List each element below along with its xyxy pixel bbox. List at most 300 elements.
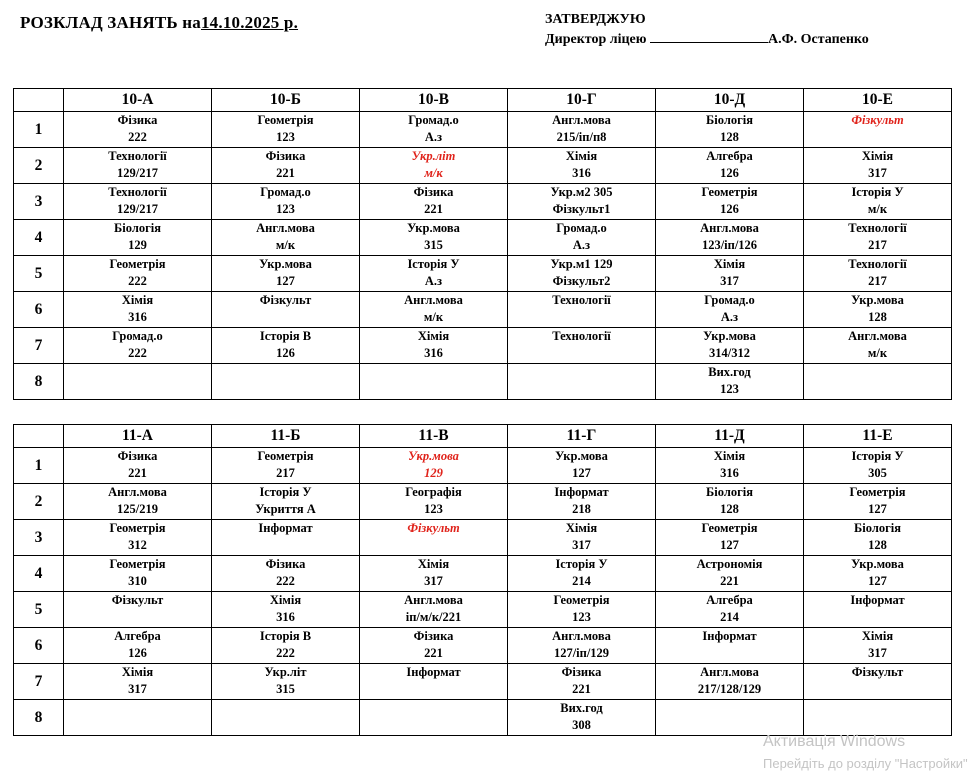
room-number: 316 <box>572 166 591 180</box>
subject-name: Історія У <box>851 185 904 199</box>
lesson-cell <box>360 328 508 364</box>
lesson-row <box>14 112 952 148</box>
subject-name: Геометрія <box>701 185 758 199</box>
subject-name: Хімія <box>861 149 894 163</box>
lesson-row <box>14 220 952 256</box>
lesson-number: 4 <box>14 556 64 592</box>
room-number: 221 <box>720 574 739 588</box>
lesson-cell <box>64 220 212 256</box>
room-number: 217 <box>868 238 887 252</box>
room-number: 125/219 <box>117 502 158 516</box>
lesson-cell <box>508 364 656 400</box>
room-number: А.з <box>572 238 591 252</box>
lesson-cell <box>656 292 804 328</box>
lesson-row <box>14 484 952 520</box>
room-number: 312 <box>128 538 147 552</box>
lesson-cell <box>212 328 360 364</box>
lesson-number: 1 <box>14 448 64 484</box>
room-number: 222 <box>276 574 295 588</box>
subject-name: Фізкульт <box>851 113 904 127</box>
lesson-cell <box>804 148 952 184</box>
lesson-cell <box>508 520 656 556</box>
room-number: 128 <box>868 310 887 324</box>
subject-name: Фізкульт <box>407 521 460 535</box>
subject-name: Алгебра <box>706 593 753 607</box>
lesson-cell <box>360 520 508 556</box>
lesson-cell <box>360 184 508 220</box>
subject-name: Укр.мова <box>851 293 904 307</box>
header-row <box>14 89 952 112</box>
lesson-cell <box>360 556 508 592</box>
lesson-cell <box>64 520 212 556</box>
room-number: 214 <box>720 610 739 624</box>
lesson-cell <box>656 148 804 184</box>
subject-name: Геометрія <box>109 257 166 271</box>
room-number: 127 <box>276 274 295 288</box>
class-header: 11-А <box>64 425 212 448</box>
subject-name: Геометрія <box>257 449 314 463</box>
lesson-cell <box>64 184 212 220</box>
signature-blank <box>650 31 768 43</box>
subject-name: Хімія <box>417 557 450 571</box>
subject-name: Фізика <box>117 449 158 463</box>
lesson-cell <box>656 364 804 400</box>
room-number: 123 <box>572 610 591 624</box>
room-number: А.з <box>424 274 443 288</box>
class-header: 10-Б <box>212 89 360 112</box>
room-number: 129 <box>424 466 443 480</box>
lesson-cell <box>656 328 804 364</box>
lesson-cell <box>360 448 508 484</box>
lesson-cell <box>212 256 360 292</box>
subject-name: Хімія <box>565 521 598 535</box>
lesson-number: 1 <box>14 112 64 148</box>
lesson-row <box>14 148 952 184</box>
lesson-cell <box>212 112 360 148</box>
room-number: 217/128/129 <box>697 682 762 696</box>
lesson-cell <box>804 364 952 400</box>
subject-name: Технології <box>848 257 907 271</box>
lesson-number: 3 <box>14 184 64 220</box>
subject-name: Геометрія <box>849 485 906 499</box>
lesson-cell <box>508 700 656 736</box>
room-number: 217 <box>868 274 887 288</box>
lesson-cell <box>804 556 952 592</box>
room-number: м/к <box>867 346 888 360</box>
lesson-cell <box>360 112 508 148</box>
class-header: 10-Е <box>804 89 952 112</box>
subject-name: Англ.мова <box>700 221 759 235</box>
subject-name: Хімія <box>121 665 154 679</box>
room-number: 123 <box>720 382 739 396</box>
subject-name: Історія В <box>259 329 312 343</box>
lesson-row <box>14 292 952 328</box>
subject-name: Геометрія <box>553 593 610 607</box>
lesson-number: 7 <box>14 328 64 364</box>
lesson-number: 2 <box>14 148 64 184</box>
subject-name: Фізика <box>265 557 306 571</box>
subject-name: Укр.мова <box>408 449 459 463</box>
subject-name: Укр.м2 305 <box>550 185 613 199</box>
approval-director-label: Директор ліцею <box>545 32 650 47</box>
class-header: 11-Б <box>212 425 360 448</box>
room-number: 126 <box>720 202 739 216</box>
subject-name: Біологія <box>854 521 901 535</box>
lesson-cell <box>656 520 804 556</box>
class-header: 11-Е <box>804 425 952 448</box>
room-number: 129/217 <box>117 166 158 180</box>
room-number: 127 <box>868 574 887 588</box>
room-number: 222 <box>128 346 147 360</box>
subject-name: Астрономія <box>696 557 763 571</box>
schedule-table-grade-10 <box>13 88 952 400</box>
subject-name: Фізика <box>117 113 158 127</box>
room-number: 317 <box>128 682 147 696</box>
lesson-cell <box>804 220 952 256</box>
subject-name: Історія У <box>555 557 608 571</box>
subject-name: Інформат <box>554 485 609 499</box>
room-number: м/к <box>275 238 296 252</box>
corner-cell <box>14 89 64 112</box>
lesson-number: 8 <box>14 700 64 736</box>
lesson-cell <box>804 256 952 292</box>
room-number: 214 <box>572 574 591 588</box>
subject-name: Англ.мова <box>256 221 315 235</box>
lesson-cell <box>656 592 804 628</box>
class-header: 11-Д <box>656 425 804 448</box>
lesson-cell <box>508 592 656 628</box>
lesson-cell <box>804 664 952 700</box>
subject-name: Інформат <box>258 521 313 535</box>
subject-name: Фізика <box>413 185 454 199</box>
lesson-cell <box>508 148 656 184</box>
room-number: 127/іп/129 <box>553 646 610 660</box>
lesson-cell <box>508 256 656 292</box>
lesson-cell <box>656 700 804 736</box>
lesson-row <box>14 556 952 592</box>
watermark-title: Активація Windows <box>763 733 906 750</box>
lesson-cell <box>212 592 360 628</box>
lesson-cell <box>360 664 508 700</box>
lesson-cell <box>64 556 212 592</box>
subject-name: Історія В <box>259 629 312 643</box>
subject-name: Вих.год <box>560 701 603 715</box>
subject-name: Англ.мова <box>108 485 167 499</box>
subject-name: Фізика <box>265 149 306 163</box>
room-number: 317 <box>868 166 887 180</box>
subject-name: Укр.літ <box>264 665 307 679</box>
subject-name: Англ.мова <box>552 629 611 643</box>
lesson-row <box>14 664 952 700</box>
lesson-row <box>14 364 952 400</box>
schedule-date: 14.10.2025 р. <box>200 13 299 32</box>
lesson-cell <box>212 556 360 592</box>
lesson-cell <box>804 592 952 628</box>
lesson-cell <box>212 220 360 256</box>
room-number: 128 <box>720 130 739 144</box>
lesson-number: 3 <box>14 520 64 556</box>
room-number: м/к <box>423 310 444 324</box>
room-number: 126 <box>276 346 295 360</box>
lesson-cell <box>64 592 212 628</box>
lesson-cell <box>656 448 804 484</box>
lesson-cell <box>804 484 952 520</box>
subject-name: Англ.мова <box>404 593 463 607</box>
lesson-cell <box>212 364 360 400</box>
lesson-cell <box>360 364 508 400</box>
room-number: 317 <box>424 574 443 588</box>
lesson-cell <box>656 220 804 256</box>
subject-name: Геометрія <box>701 521 758 535</box>
subject-name: Алгебра <box>114 629 161 643</box>
room-number: 127 <box>720 538 739 552</box>
lesson-row <box>14 520 952 556</box>
lesson-cell <box>64 484 212 520</box>
subject-name: Фізика <box>561 665 602 679</box>
lesson-cell <box>64 292 212 328</box>
room-number: 123 <box>424 502 443 516</box>
room-number: Фізкульт2 <box>552 274 611 288</box>
lesson-cell <box>804 112 952 148</box>
room-number: 317 <box>572 538 591 552</box>
lesson-cell <box>64 700 212 736</box>
room-number: 128 <box>720 502 739 516</box>
lesson-cell <box>212 520 360 556</box>
subject-name: Історія У <box>259 485 312 499</box>
subject-name: Англ.мова <box>404 293 463 307</box>
room-number: 222 <box>276 646 295 660</box>
subject-name: Англ.мова <box>848 329 907 343</box>
schedule-table-grade-11 <box>13 424 952 736</box>
lesson-cell <box>64 628 212 664</box>
subject-name: Громад.о <box>556 221 607 235</box>
room-number: 316 <box>720 466 739 480</box>
lesson-cell <box>656 184 804 220</box>
lesson-cell <box>360 700 508 736</box>
class-header: 10-Д <box>656 89 804 112</box>
class-header: 10-Г <box>508 89 656 112</box>
subject-name: Хімія <box>861 629 894 643</box>
class-header: 10-А <box>64 89 212 112</box>
lesson-cell <box>804 628 952 664</box>
subject-name: Укр.мова <box>555 449 608 463</box>
subject-name: Фізика <box>413 629 454 643</box>
class-header: 10-В <box>360 89 508 112</box>
class-header: 11-В <box>360 425 508 448</box>
subject-name: Фізкульт <box>851 665 904 679</box>
lesson-cell <box>508 292 656 328</box>
lesson-number: 5 <box>14 256 64 292</box>
subject-name: Історія У <box>407 257 460 271</box>
lesson-row <box>14 328 952 364</box>
subject-name: Громад.о <box>260 185 311 199</box>
lesson-cell <box>508 664 656 700</box>
room-number: 123 <box>276 130 295 144</box>
lesson-cell <box>64 448 212 484</box>
lesson-cell <box>656 484 804 520</box>
lesson-cell <box>64 148 212 184</box>
lesson-cell <box>508 628 656 664</box>
schedule-title <box>20 13 298 33</box>
subject-name: Геометрія <box>257 113 314 127</box>
lesson-cell <box>360 484 508 520</box>
subject-name: Хімія <box>713 257 746 271</box>
room-number: 215/іп/п8 <box>556 130 607 144</box>
subject-name: Хімія <box>121 293 154 307</box>
room-number: 129 <box>128 238 147 252</box>
room-number: 315 <box>276 682 295 696</box>
lesson-cell <box>508 184 656 220</box>
schedule-title-prefix: РОЗКЛАД ЗАНЯТЬ на <box>20 13 201 32</box>
lesson-cell <box>360 148 508 184</box>
lesson-cell <box>508 112 656 148</box>
room-number: 317 <box>720 274 739 288</box>
subject-name: Фізкульт <box>111 593 164 607</box>
subject-name: Укр.м1 129 <box>550 257 613 271</box>
lesson-cell <box>360 256 508 292</box>
room-number: Укриття А <box>255 502 316 516</box>
subject-name: Геометрія <box>109 521 166 535</box>
lesson-cell <box>212 292 360 328</box>
lesson-cell <box>64 664 212 700</box>
room-number: 218 <box>572 502 591 516</box>
lesson-cell <box>212 664 360 700</box>
subject-name: Фізкульт <box>259 293 312 307</box>
subject-name: Технології <box>108 185 167 199</box>
lesson-cell <box>804 292 952 328</box>
room-number: 222 <box>128 274 147 288</box>
lesson-cell <box>804 184 952 220</box>
lesson-row <box>14 256 952 292</box>
room-number: 126 <box>720 166 739 180</box>
room-number: 317 <box>868 646 887 660</box>
lesson-cell <box>64 256 212 292</box>
room-number: 217 <box>276 466 295 480</box>
subject-name: Технології <box>108 149 167 163</box>
subject-name: Укр.літ <box>411 149 456 163</box>
subject-name: Укр.мова <box>851 557 904 571</box>
subject-name: Інформат <box>702 629 757 643</box>
lesson-cell <box>508 556 656 592</box>
lesson-cell <box>656 256 804 292</box>
subject-name: Біологія <box>706 485 753 499</box>
approval-director-name: А.Ф. Остапенко <box>767 32 869 47</box>
room-number: 123 <box>276 202 295 216</box>
lesson-cell <box>212 448 360 484</box>
room-number: 222 <box>128 130 147 144</box>
room-number: 221 <box>128 466 147 480</box>
room-number: А.з <box>424 130 443 144</box>
room-number: іп/м/к/221 <box>405 610 462 624</box>
lesson-cell <box>656 112 804 148</box>
subject-name: Укр.мова <box>407 221 460 235</box>
lesson-cell <box>804 700 952 736</box>
subject-name: Хімія <box>417 329 450 343</box>
room-number: 129/217 <box>117 202 158 216</box>
lesson-cell <box>508 484 656 520</box>
room-number: м/к <box>867 202 888 216</box>
lesson-cell <box>804 328 952 364</box>
subject-name: Хімія <box>565 149 598 163</box>
lesson-cell <box>656 556 804 592</box>
room-number: 316 <box>128 310 147 324</box>
room-number: 128 <box>868 538 887 552</box>
room-number: 305 <box>868 466 887 480</box>
lesson-cell <box>360 292 508 328</box>
lesson-cell <box>212 484 360 520</box>
lesson-row <box>14 700 952 736</box>
lesson-cell <box>804 520 952 556</box>
subject-name: Хімія <box>269 593 302 607</box>
lesson-cell <box>656 664 804 700</box>
lesson-cell <box>212 628 360 664</box>
lesson-cell <box>508 328 656 364</box>
room-number: 316 <box>276 610 295 624</box>
lesson-cell <box>212 184 360 220</box>
lesson-number: 7 <box>14 664 64 700</box>
lesson-cell <box>508 448 656 484</box>
subject-name: Укр.мова <box>703 329 756 343</box>
room-number: 310 <box>128 574 147 588</box>
lesson-cell <box>212 148 360 184</box>
room-number: 126 <box>128 646 147 660</box>
subject-name: Технології <box>552 329 611 343</box>
subject-name: Технології <box>552 293 611 307</box>
subject-name: Громад.о <box>704 293 755 307</box>
lesson-cell <box>508 220 656 256</box>
class-header: 11-Г <box>508 425 656 448</box>
subject-name: Вих.год <box>708 365 751 379</box>
lesson-cell <box>804 448 952 484</box>
lesson-row <box>14 628 952 664</box>
lesson-number: 2 <box>14 484 64 520</box>
subject-name: Географія <box>405 485 462 499</box>
room-number: 315 <box>424 238 443 252</box>
subject-name: Укр.мова <box>259 257 312 271</box>
room-number: 221 <box>572 682 591 696</box>
subject-name: Хімія <box>713 449 746 463</box>
subject-name: Інформат <box>406 665 461 679</box>
room-number: 221 <box>276 166 295 180</box>
lesson-number: 5 <box>14 592 64 628</box>
lesson-row <box>14 184 952 220</box>
subject-name: Геометрія <box>109 557 166 571</box>
lesson-cell <box>64 112 212 148</box>
subject-name: Алгебра <box>706 149 753 163</box>
subject-name: Англ.мова <box>700 665 759 679</box>
room-number: 127 <box>868 502 887 516</box>
approval-signature-line <box>545 30 869 50</box>
subject-name: Інформат <box>850 593 905 607</box>
room-number: 127 <box>572 466 591 480</box>
room-number: 316 <box>424 346 443 360</box>
header-row <box>14 425 952 448</box>
room-number: м/к <box>424 166 443 180</box>
lesson-cell <box>360 220 508 256</box>
subject-name: Громад.о <box>408 113 459 127</box>
lesson-number: 8 <box>14 364 64 400</box>
lesson-row <box>14 448 952 484</box>
subject-name: Біологія <box>114 221 161 235</box>
subject-name: Історія У <box>851 449 904 463</box>
watermark-subtitle: Перейдіть до розділу "Настройки" <box>763 756 968 771</box>
approval-block <box>545 10 869 50</box>
lesson-row <box>14 592 952 628</box>
approval-heading: ЗАТВЕРДЖУЮ <box>545 12 646 27</box>
subject-name: Технології <box>848 221 907 235</box>
lesson-cell <box>360 592 508 628</box>
lesson-cell <box>360 628 508 664</box>
